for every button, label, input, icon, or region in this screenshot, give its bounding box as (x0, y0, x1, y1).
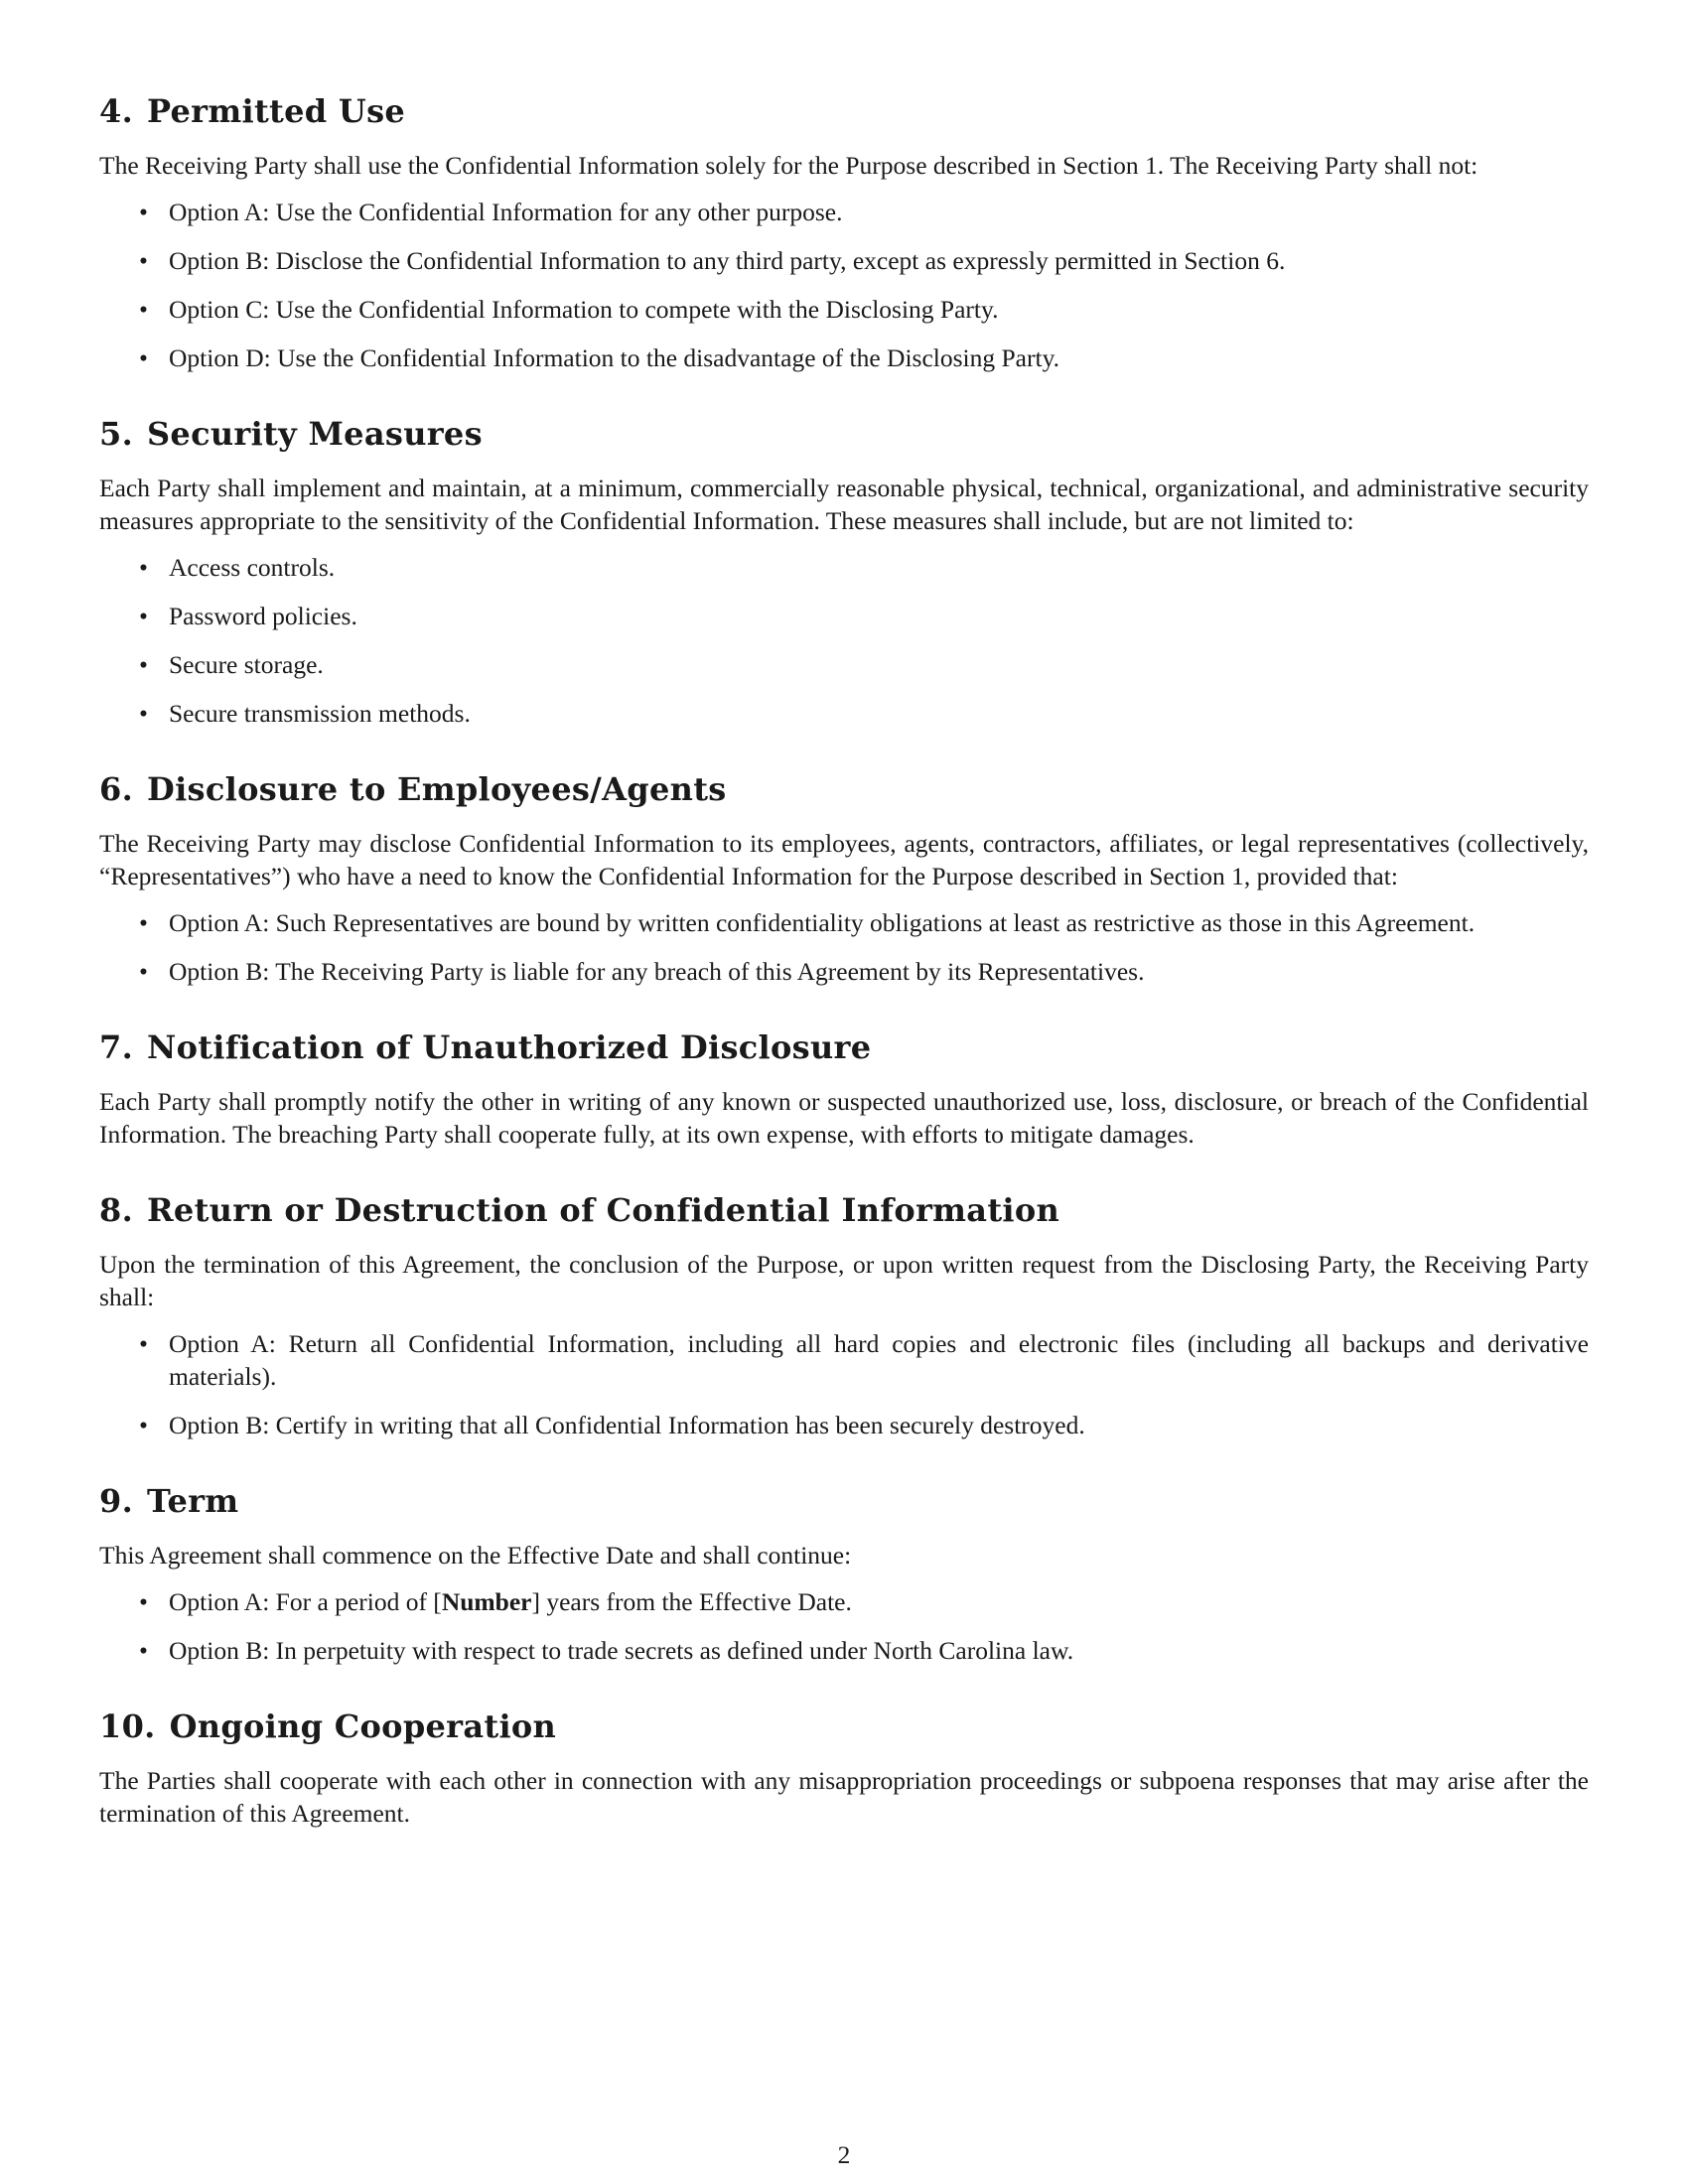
list-item (139, 341, 1589, 374)
bullet-icon: • (139, 957, 148, 986)
section-title: Ongoing Cooperation (169, 1707, 557, 1745)
list-item-text: Secure storage. (169, 650, 324, 679)
document-page (99, 91, 1589, 1869)
bullet-icon: • (139, 343, 148, 372)
section-disclosure-employees (99, 769, 1589, 988)
list-item-text: Option A: Such Representatives are bound by written confidentiality obligations at least as restrictive as those in this Agreement. (169, 908, 1476, 937)
list-item-text: Option B: Certify in writing that all Confidential Information has been securely destroyed. (169, 1411, 1085, 1439)
section-title: Term (147, 1482, 239, 1520)
bullet-icon: • (139, 246, 148, 275)
section-number: 9. (99, 1482, 134, 1520)
bullet-icon: • (139, 1329, 148, 1358)
section-heading (99, 1027, 1589, 1067)
list-item-text: Option D: Use the Confidential Information to the disadvantage of the Disclosing Party. (169, 343, 1060, 372)
list-item (139, 293, 1589, 326)
section-number: 6. (99, 770, 134, 808)
list-item-text: Option B: In perpetuity with respect to trade secrets as defined under North Carolina law. (169, 1636, 1074, 1665)
section-notification (99, 1027, 1589, 1151)
section-permitted-use (99, 91, 1589, 374)
option-list (99, 1585, 1589, 1667)
option-list (99, 196, 1589, 374)
bullet-icon: • (139, 650, 148, 679)
list-item (139, 1634, 1589, 1667)
list-item (139, 551, 1589, 584)
option-list (99, 551, 1589, 730)
section-title: Return or Destruction of Confidential Information (147, 1191, 1060, 1229)
section-paragraph: The Receiving Party may disclose Confidential Information to its employees, agents, contractors, affiliates, or legal representatives (collectively, “Representatives”) who have a need to know the Confidential Information for the Purpose described in Section 1, provided that: (99, 829, 1589, 890)
section-paragraph: Each Party shall promptly notify the other in writing of any known or suspected unauthorized use, loss, disclosure, or breach of the Confidential Information. The breaching Party shall cooperate fully, at its own expense, with efforts to mitigate damages. (99, 1087, 1589, 1149)
section-number: 8. (99, 1191, 134, 1229)
section-heading (99, 769, 1589, 809)
list-item (139, 955, 1589, 988)
list-item (139, 600, 1589, 632)
option-list (99, 1327, 1589, 1441)
section-return-destruction (99, 1190, 1589, 1441)
bullet-icon: • (139, 1411, 148, 1439)
bullet-icon: • (139, 908, 148, 937)
section-number: 4. (99, 92, 134, 130)
list-item-text: Option A: Return all Confidential Information, including all hard copies and electronic files (including all backups and derivative materials). (169, 1329, 1589, 1391)
list-item (139, 1585, 1589, 1618)
section-number: 7. (99, 1028, 134, 1066)
bullet-icon: • (139, 1636, 148, 1665)
list-item (139, 648, 1589, 681)
list-item (139, 244, 1589, 277)
term-option-prefix: Option A: For a period of [ (169, 1587, 442, 1616)
list-item (139, 906, 1589, 939)
section-heading (99, 1706, 1589, 1746)
page-number: 2 (837, 2140, 851, 2169)
list-item (139, 697, 1589, 730)
bullet-icon: • (139, 198, 148, 226)
list-item-text: Secure transmission methods. (169, 699, 471, 728)
bullet-icon: • (139, 602, 148, 630)
section-paragraph: This Agreement shall commence on the Effective Date and shall continue: (99, 1541, 852, 1570)
bullet-icon: • (139, 699, 148, 728)
term-option-suffix: ] years from the Effective Date. (531, 1587, 852, 1616)
list-item-text: Access controls. (169, 553, 336, 582)
list-item-text: Option C: Use the Confidential Information to compete with the Disclosing Party. (169, 295, 999, 324)
section-title: Security Measures (147, 415, 483, 453)
section-title: Notification of Unauthorized Disclosure (147, 1028, 872, 1066)
section-term (99, 1481, 1589, 1667)
bullet-icon: • (139, 1587, 148, 1616)
list-item-text: Option B: The Receiving Party is liable for any breach of this Agreement by its Representatives. (169, 957, 1145, 986)
list-item (139, 196, 1589, 228)
option-list (99, 906, 1589, 988)
section-title: Disclosure to Employees/Agents (147, 770, 727, 808)
section-heading (99, 91, 1589, 131)
list-item (139, 1409, 1589, 1441)
number-placeholder: Number (441, 1587, 532, 1616)
section-security-measures (99, 414, 1589, 730)
section-paragraph: Each Party shall implement and maintain, at a minimum, commercially reasonable physical, technical, organizational, and administrative security measures appropriate to the sensitivity of the Confidential Information. These measures shall include, but are not limited to: (99, 474, 1589, 535)
bullet-icon: • (139, 553, 148, 582)
section-ongoing-cooperation (99, 1706, 1589, 1830)
section-number: 5. (99, 415, 134, 453)
section-number: 10. (99, 1707, 156, 1745)
list-item-text: Option B: Disclose the Confidential Information to any third party, except as expressly permitted in Section 6. (169, 246, 1286, 275)
section-paragraph: The Parties shall cooperate with each other in connection with any misappropriation proceedings or subpoena responses that may arise after the termination of this Agreement. (99, 1766, 1589, 1828)
section-paragraph: The Receiving Party shall use the Confidential Information solely for the Purpose described in Section 1. The Receiving Party shall not: (99, 151, 1478, 180)
list-item-text: Option A: Use the Confidential Information for any other purpose. (169, 198, 843, 226)
section-heading (99, 1190, 1589, 1230)
bullet-icon: • (139, 295, 148, 324)
section-heading (99, 414, 1589, 454)
section-paragraph: Upon the termination of this Agreement, the conclusion of the Purpose, or upon written request from the Disclosing Party, the Receiving Party shall: (99, 1250, 1589, 1311)
list-item-text: Password policies. (169, 602, 357, 630)
section-title: Permitted Use (147, 92, 406, 130)
list-item (139, 1327, 1589, 1393)
section-heading (99, 1481, 1589, 1521)
